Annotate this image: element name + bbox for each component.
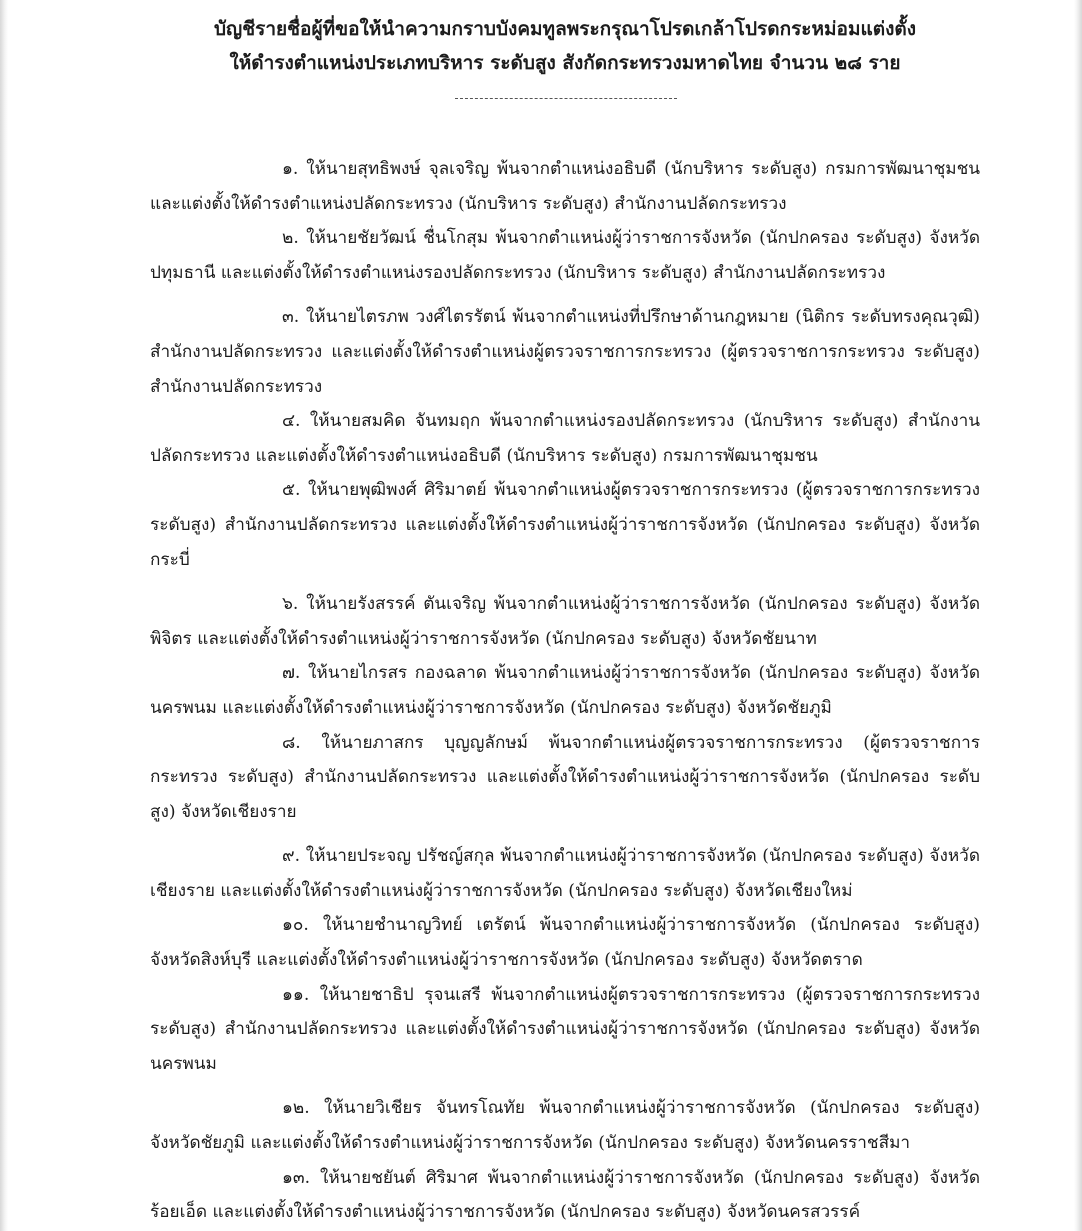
appointment-entry-1: ๑. ให้นายสุทธิพงษ์ จุลเจริญ พ้นจากตำแหน่งอธิบดี (นักบริหาร ระดับสูง) กรมการพัฒนาชุมชน และแต่งตั้งให้ดำรงตำแหน่งปลัดกระทรวง (นักบริหาร ระดับสูง) สำนักงานปลัดกระทรวง (150, 159, 980, 214)
appointment-entry-8: ๘. ให้นายภาสกร บุญญลักษม์ พ้นจากตำแหน่งผู้ตรวจราชการกระทรวง (ผู้ตรวจราชการกระทรวง ระดับสูง) สำนักงานปลัดกระทรวง และแต่งตั้งให้ดำรงตำแหน่งผู้ว่าราชการจังหวัด (นักปกครอง ระดับสูง) จังหวัดเชียงราย (150, 732, 980, 822)
appointment-entry-7: ๗. ให้นายไกรสร กองฉลาด พ้นจากตำแหน่งผู้ว่าราชการจังหวัด (นักปกครอง ระดับสูง) จังหวัดนครพนม และแต่งตั้งให้ดำรงตำแหน่งผู้ว่าราชการจังหวัด (นักปกครอง ระดับสูง) จังหวัดชัยภูมิ (150, 663, 980, 718)
title-divider (455, 98, 677, 99)
appointment-entry-6: ๖. ให้นายรังสรรค์ ตันเจริญ พ้นจากตำแหน่งผู้ว่าราชการจังหวัด (นักปกครอง ระดับสูง) จังหวัดพิจิตร และแต่งตั้งให้ดำรงตำแหน่งผู้ว่าราชการจังหวัด (นักปกครอง ระดับสูง) จังหวัดชัยนาท (150, 594, 980, 649)
appointment-entry-13: ๑๓. ให้นายชยันต์ ศิริมาศ พ้นจากตำแหน่งผู้ว่าราชการจังหวัด (นักปกครอง ระดับสูง) จังหวัดร้อยเอ็ด และแต่งตั้งให้ดำรงตำแหน่งผู้ว่าราชการจังหวัด (นักปกครอง ระดับสูง) จังหวัดนครสวรรค์ (150, 1167, 980, 1223)
appointment-entry-5: ๕. ให้นายพุฒิพงศ์ ศิริมาตย์ พ้นจากตำแหน่งผู้ตรวจราชการกระทรวง (ผู้ตรวจราชการกระทรวง ระดับสูง) สำนักงานปลัดกระทรวง และแต่งตั้งให้ดำรงตำแหน่งผู้ว่าราชการจังหวัด (นักปกครอง ระดับสูง) จังหวัดกระบี่ (150, 480, 980, 570)
appointment-entry-4: ๔. ให้นายสมคิด จันทมฤก พ้นจากตำแหน่งรองปลัดกระทรวง (นักบริหาร ระดับสูง) สำนักงานปลัดกระทรวง และแต่งตั้งให้ดำรงตำแหน่งอธิบดี (นักบริหาร ระดับสูง) กรมการพัฒนาชุมชน (150, 411, 980, 466)
title-line-1: บัญชีรายชื่อผู้ที่ขอให้นำความกราบบังคมทูลพระกรุณาโปรดเกล้าโปรดกระหม่อมแต่งตั้ง (214, 18, 916, 40)
page-edge-left (0, 0, 8, 1231)
appointment-entry-3: ๓. ให้นายไตรภพ วงศ์ไตรรัตน์ พ้นจากตำแหน่งที่ปรึกษาด้านกฎหมาย (นิติกร ระดับทรงคุณวุฒิ) สำนักงานปลัดกระทรวง และแต่งตั้งให้ดำรงตำแหน่งผู้ตรวจราชการกระทรวง (ผู้ตรวจราชการกระทรวง ระดับสูง) สำนักงานปลัดกระทรวง (150, 307, 980, 397)
appointment-entry-10: ๑๐. ให้นายชำนาญวิทย์ เตรัตน์ พ้นจากตำแหน่งผู้ว่าราชการจังหวัด (นักปกครอง ระดับสูง) จังหวัดสิงห์บุรี และแต่งตั้งให้ดำรงตำแหน่งผู้ว่าราชการจังหวัด (นักปกครอง ระดับสูง) จังหวัดตราด (150, 915, 980, 971)
appointment-entry-2: ๒. ให้นายชัยวัฒน์ ชื่นโกสุม พ้นจากตำแหน่งผู้ว่าราชการจังหวัด (นักปกครอง ระดับสูง) จังหวัดปทุมธานี และแต่งตั้งให้ดำรงตำแหน่งรองปลัดกระทรวง (นักบริหาร ระดับสูง) สำนักงานปลัดกระทรวง (150, 228, 980, 283)
appointment-entry-9: ๙. ให้นายประจญ ปรัชญ์สกุล พ้นจากตำแหน่งผู้ว่าราชการจังหวัด (นักปกครอง ระดับสูง) จังหวัดเชียงราย และแต่งตั้งให้ดำรงตำแหน่งผู้ว่าราชการจังหวัด (นักปกครอง ระดับสูง) จังหวัดเชียงใหม่ (150, 846, 980, 901)
document-title (150, 12, 980, 80)
appointment-list (150, 152, 980, 1230)
appointment-entry-12: ๑๒. ให้นายวิเชียร จันทรโณทัย พ้นจากตำแหน่งผู้ว่าราชการจังหวัด (นักปกครอง ระดับสูง) จังหวัดชัยภูมิ และแต่งตั้งให้ดำรงตำแหน่งผู้ว่าราชการจังหวัด (นักปกครอง ระดับสูง) จังหวัดนครราชสีมา (150, 1098, 980, 1154)
appointment-entry-11: ๑๑. ให้นายชาธิป รุจนเสรี พ้นจากตำแหน่งผู้ตรวจราชการกระทรวง (ผู้ตรวจราชการกระทรวง ระดับสูง) สำนักงานปลัดกระทรวง และแต่งตั้งให้ดำรงตำแหน่งผู้ว่าราชการจังหวัด (นักปกครอง ระดับสูง) จังหวัดนครพนม (150, 984, 980, 1074)
page-edge-right (1074, 0, 1082, 1231)
title-line-2: ให้ดำรงตำแหน่งประเภทบริหาร ระดับสูง สังกัดกระทรวงมหาดไทย จำนวน ๒๘ ราย (229, 52, 901, 74)
